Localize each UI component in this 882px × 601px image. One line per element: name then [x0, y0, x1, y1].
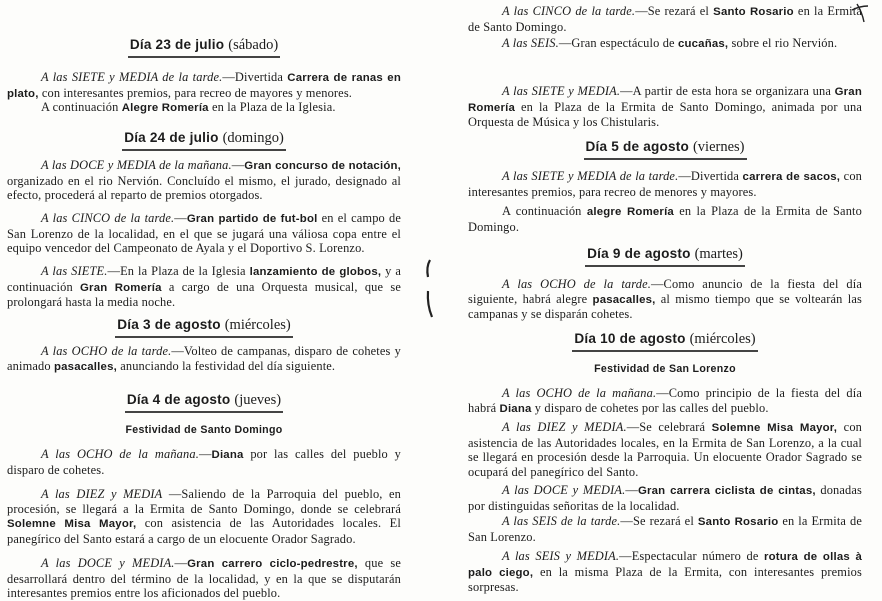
day-heading-date: Día 5 de agosto: [585, 139, 689, 154]
event-text: en el campo de San Lorenzo de la localidad, en el que se jugará una váliosa copa entre el equipo vencedor del Campeonato de Ayala y el Doportivo S. Lorenzo.: [7, 211, 402, 256]
event-text: y disparo de cohetes por las calles del pueblo.: [531, 400, 769, 415]
day-heading-underlined: [585, 245, 745, 267]
program-paragraph: [468, 514, 862, 544]
day-heading: [468, 245, 862, 267]
event-text: A continuación: [41, 100, 122, 114]
day-heading-date: Día 3 de agosto: [117, 317, 221, 332]
event-highlight: carrera de sacos,: [742, 171, 841, 183]
program-paragraph: [468, 84, 862, 130]
day-heading-weekday: (jueves): [234, 392, 282, 408]
day-heading: [468, 330, 862, 352]
event-text: a cargo de una Orquesta musical, que se prolongará hasta la media noche.: [7, 279, 401, 310]
event-time: A las SIETE y MEDIA de la tarde.: [502, 169, 679, 183]
program-paragraph: [468, 386, 862, 416]
program-paragraph: [7, 344, 401, 374]
event-text: —Divertida: [222, 70, 288, 84]
event-text: —: [174, 211, 187, 225]
event-highlight: lanzamiento de globos,: [249, 266, 382, 278]
event-time: A las CINCO de la tarde.: [502, 4, 636, 18]
day-heading-weekday: (miércoles): [224, 317, 291, 333]
day-heading-weekday: (martes): [694, 246, 743, 262]
event-time: A las CINCO de la tarde.: [41, 211, 175, 225]
event-time: A las SIETE.: [41, 264, 108, 278]
event-text: en la Plaza de la Iglesia.: [208, 100, 336, 114]
event-text: —Volteo de campanas, disparo de cohetes y animado: [7, 344, 401, 373]
day-heading: [7, 36, 401, 58]
event-text: con asistencia de las Autoridades locales. El panegírico del Santo estará a cargo de un elocuente Orador Sagrado.: [7, 516, 401, 546]
festivity-subheading: Festividad de San Lorenzo: [594, 363, 736, 375]
program-paragraph: [7, 100, 401, 116]
event-highlight: Gran carrera ciclista de cintas,: [637, 485, 816, 497]
day-heading-weekday: (miércoles): [689, 331, 756, 347]
day-heading-date: Día 4 de agosto: [126, 392, 231, 407]
event-highlight: Gran partido de fut-bol: [186, 213, 318, 225]
event-text: organizado en el rio Nervión. Concluído el mismo, el jurado, designado al efecto, procederá al reparto de premios otorgados.: [7, 173, 401, 203]
event-highlight: Alegre Romería: [121, 102, 209, 114]
program-paragraph: [7, 211, 401, 256]
event-highlight: Santo Rosario: [697, 516, 779, 528]
day-heading-underlined: [125, 391, 283, 413]
day-heading-underlined: [122, 129, 286, 151]
event-time: A las DOCE y MEDIA.: [502, 483, 626, 497]
day-heading: [7, 391, 401, 413]
program-paragraph: [7, 158, 401, 203]
event-text: al mismo tiempo que se voltearán las campanas y se disparán cohetes.: [468, 291, 862, 322]
event-highlight: alegre Romería: [586, 206, 674, 218]
event-text: que se desarrollará dentro del término de la localidad, y en la que se disputarán interesantes premios entre los aficionados del pueblo.: [7, 556, 401, 601]
fold-bracket-marks: [420, 255, 440, 325]
day-heading-weekday: (viernes): [692, 139, 745, 155]
event-time: A las OCHO de la mañana.: [502, 386, 657, 400]
event-highlight: Carrera de ranas en plato,: [7, 72, 401, 100]
event-highlight: Gran Romería: [468, 86, 862, 114]
event-time: A las OCHO de la tarde.: [502, 277, 652, 291]
event-highlight: Gran carrero ciclo-pedrestre,: [187, 558, 358, 570]
event-text: —: [198, 447, 212, 461]
event-highlight: cucañas,: [677, 38, 729, 50]
event-text: A continuación: [502, 204, 587, 218]
handwritten-x-mark: [848, 2, 872, 24]
event-text: —Como anuncio de la fiesta del día siguiente, habrá alegre: [468, 277, 862, 306]
program-paragraph: [468, 36, 862, 52]
event-time: A las SEIS y MEDIA.: [502, 549, 620, 563]
event-text: —Divertida: [678, 169, 743, 183]
event-text: donadas por distinguidas señoritas de la localidad.: [468, 483, 863, 513]
event-highlight: Diana: [211, 449, 244, 461]
program-paragraph: [7, 487, 401, 546]
right-page-column: [468, 0, 862, 594]
event-text: —Se rezará el: [635, 4, 714, 18]
event-highlight: Diana: [499, 402, 532, 415]
event-text: anunciando la festividad del día siguiente.: [116, 358, 336, 373]
event-time: A las DIEZ y MEDIA: [41, 487, 163, 501]
event-text: —Espectacular número de: [619, 549, 764, 563]
event-highlight: Solemne Misa Mayor,: [7, 518, 137, 531]
event-text: con interesantes premios, para recreo de menores y mayores.: [468, 169, 863, 199]
event-text: en la Plaza de la Ermita de Santo Domingo.: [468, 204, 862, 234]
program-paragraph: [7, 70, 401, 101]
event-text: —Como principio de la fiesta del día habrá: [468, 386, 862, 415]
event-highlight: Gran concurso de notación,: [244, 160, 402, 172]
program-paragraph: [7, 264, 401, 310]
event-text: —Se celebrará: [626, 420, 712, 434]
event-text: —En la Plaza de la Iglesia: [107, 264, 250, 278]
event-text: en la Ermita de San Lorenzo.: [468, 514, 862, 544]
event-time: A las SEIS de la tarde.: [502, 514, 621, 528]
event-time: A las OCHO de la tarde.: [41, 344, 172, 358]
day-heading-date: Día 23 de julio: [129, 37, 225, 52]
event-text: —Saliendo de la Parroquia del pueblo, en procesión, se llegará a la Ermita de Santo Domingo, donde se celebrará: [7, 487, 402, 516]
event-text: y a continuación: [7, 264, 402, 294]
day-heading-weekday: (domingo): [222, 130, 284, 146]
day-heading: [7, 316, 401, 338]
event-time: A las DOCE y MEDIA.: [41, 556, 175, 570]
day-heading-underlined: [128, 36, 280, 58]
day-heading-underlined: [115, 316, 293, 338]
program-paragraph: [468, 204, 862, 234]
day-heading: [7, 129, 401, 151]
event-time: A las DIEZ y MEDIA.: [502, 420, 627, 434]
event-text: —A partir de esta hora se organizara una: [620, 84, 835, 98]
event-time: A las SIETE y MEDIA.: [502, 84, 621, 98]
program-paragraph: [468, 483, 862, 513]
event-text: —Se rezará el: [620, 514, 698, 528]
day-heading: [468, 138, 862, 160]
program-paragraph: [468, 169, 862, 199]
event-text: con interesantes premios, para recreo de mayores y menores.: [38, 85, 353, 100]
day-heading-date: Día 9 de agosto: [587, 246, 691, 261]
program-paragraph: [468, 549, 862, 595]
event-highlight: Solemne Misa Mayor,: [711, 422, 838, 434]
program-paragraph: [468, 4, 862, 34]
event-text: por las calles del pueblo y disparo de cohetes.: [7, 447, 401, 477]
program-paragraph: [468, 277, 862, 322]
event-highlight: rotura de ollas à palo ciego,: [468, 551, 863, 579]
event-time: A las SEIS.: [502, 36, 559, 50]
event-highlight: pasacalles,: [53, 360, 117, 373]
program-paragraph: [7, 447, 401, 477]
event-text: —Gran espectáculo de: [558, 36, 678, 50]
day-heading-weekday: (sábado): [228, 37, 279, 53]
day-heading-underlined: [572, 330, 757, 352]
event-text: con asistencia de las Autoridades locales, en la Ermita de San Lorenzo, a la cual se llegará en procesión desde la Parroquia. Un elocuente Orador Sagrado se ocupará del panegírico del Santo.: [468, 420, 863, 479]
program-paragraph: [7, 556, 401, 601]
event-highlight: Gran Romería: [80, 281, 162, 294]
day-heading-date: Día 10 de agosto: [574, 331, 686, 346]
event-text: en la Plaza de la Ermita de Santo Domingo, animada por una Orquesta de Música y los Chistularis.: [468, 99, 862, 130]
event-highlight: pasacalles,: [592, 293, 656, 306]
event-text: en la Ermita de Santo Domingo.: [468, 4, 862, 34]
event-time: A las OCHO de la mañana.: [41, 447, 199, 461]
event-text: —: [231, 158, 245, 172]
event-time: A las DOCE y MEDIA de la mañana.: [41, 158, 232, 172]
day-heading-underlined: [584, 138, 747, 160]
event-text: sobre el rio Nervión.: [728, 36, 838, 50]
event-time: A las SIETE y MEDIA de la tarde.: [41, 70, 223, 84]
festivity-subheading: Festividad de Santo Domingo: [125, 424, 283, 436]
event-text: —: [625, 483, 638, 497]
day-heading-date: Día 24 de julio: [124, 130, 219, 145]
event-text: en la misma Plaza de la Ermita, con interesantes premios sorpresas.: [468, 564, 862, 595]
program-paragraph: [468, 420, 862, 479]
left-page-column: [7, 0, 402, 601]
event-text: —: [174, 556, 188, 570]
event-highlight: Santo Rosario: [713, 6, 794, 18]
